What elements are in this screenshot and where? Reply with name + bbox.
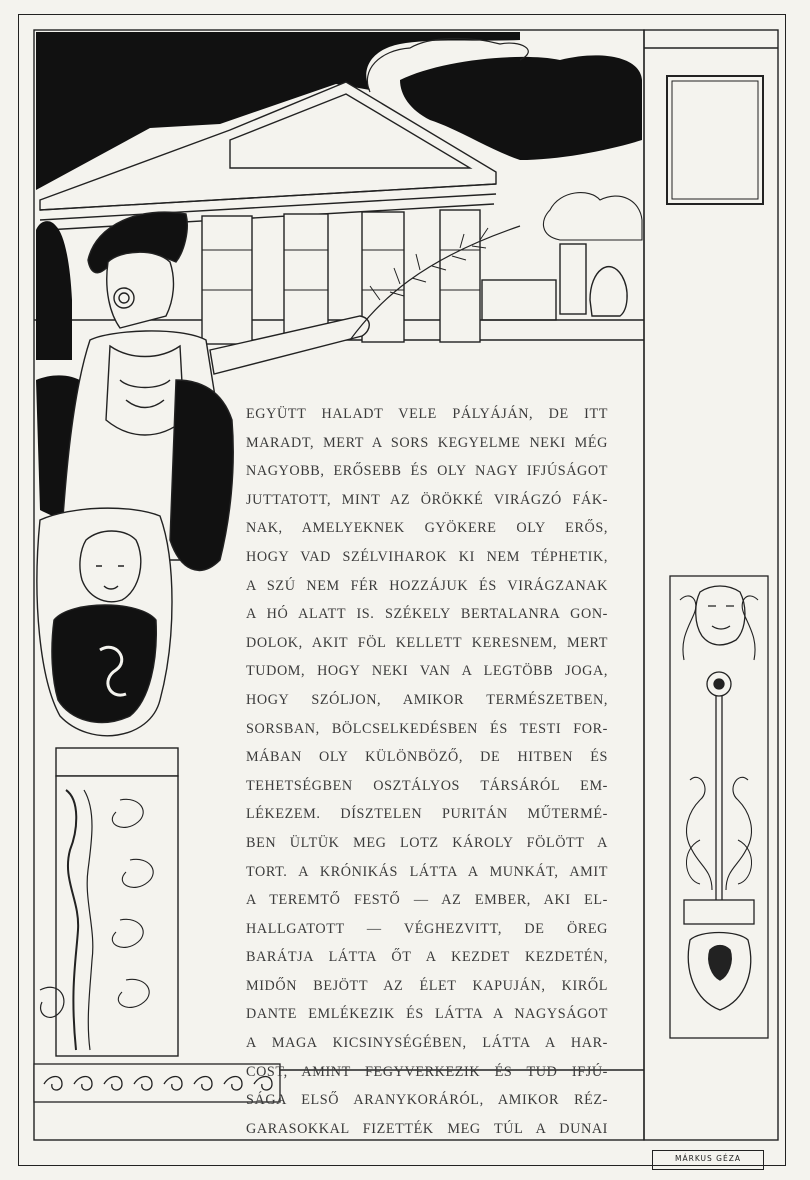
text-line: A SZÚ NEM FÉR HOZZÁJUK ÉS VIRÁGZANAK	[246, 577, 608, 594]
dark-trees	[36, 221, 72, 360]
text-line: A TEREMTŐ FESTŐ — AZ EMBER, AKI EL-	[246, 892, 608, 909]
text-line: HALLGATOTT — VÉGHEZVITT, DE ÖREG	[246, 920, 608, 937]
text-line: MARADT, MERT A SORS KEGYELME NEKI MÉG	[246, 434, 608, 451]
text-line: BEN ÜLTÜK MEG LOTZ KÁROLY FÖLÖTT A	[246, 834, 608, 851]
text-line: MIDŐN BEJÖTT AZ ÉLET KAPUJÁN, KIRŐL	[246, 977, 608, 994]
text-line: GARASOKKAL FIZETTÉK MEG TÚL A DUNAI	[246, 1120, 608, 1137]
text-line: NAK, AMELYEKNEK GYÖKERE OLY ERŐS,	[246, 520, 608, 537]
text-line: EGYÜTT HALADT VELE PÁLYÁJÁN, DE ITT	[246, 406, 608, 422]
text-line: BARÁTJA LÁTTA ŐT A KEZDET KEZDETÉN,	[246, 949, 608, 966]
text-line: SORSBAN, BÖLCSELKEDÉSBEN ÉS TESTI FOR-	[246, 720, 608, 737]
main-text-block	[246, 400, 608, 1143]
text-line: A MAGA KICSINYSÉGÉBEN, LÁTTA A HAR-	[246, 1035, 608, 1052]
text-line: TORT. A KRÓNIKÁS LÁTTA A MUNKÁT, AMIT	[246, 863, 608, 880]
right-ornament-panel	[670, 576, 768, 1038]
artist-signature: MÁRKUS GÉZA	[652, 1150, 764, 1170]
right-top-panel	[667, 76, 763, 204]
text-line: JUTTATOTT, MINT AZ ÖRÖKKÉ VIRÁGZÓ FÁK-	[246, 491, 608, 508]
text-line: HOGY SZÓLJON, AMIKOR TERMÉSZETBEN,	[246, 691, 608, 708]
meander-border	[34, 1064, 280, 1102]
text-line: DOLOK, AKIT FÖL KELLETT KERESNEM, MERT	[246, 634, 608, 651]
text-line: SÁGA ELSŐ ARANYKORÁRÓL, AMIKOR RÉZ-	[246, 1092, 608, 1109]
text-line: COST, AMINT FEGYVERKEZIK ÉS TUD IFJÚ-	[246, 1063, 608, 1080]
text-line: HOGY VAD SZÉLVIHAROK KI NEM TÉPHETIK,	[246, 548, 608, 565]
text-line: TEHETSÉGBEN OSZTÁLYOS TÁRSÁRÓL EM-	[246, 777, 608, 794]
text-line: TUDOM, HOGY NEKI VAN A LEGTÖBB JOGA,	[246, 663, 608, 680]
text-line: NAGYOBB, ERŐSEBB ÉS OLY NAGY IFJÚSÁGOT	[246, 463, 608, 480]
text-line: DANTE EMLÉKEZIK ÉS LÁTTA A NAGYSÁGOT	[246, 1006, 608, 1023]
text-line: MÁBAN OLY KÜLÖNBÖZŐ, DE HITBEN ÉS	[246, 749, 608, 766]
text-line: LÉKEZEM. DÍSZTELEN PURITÁN MŰTERMÉ-	[246, 806, 608, 823]
text-line: A HÓ ALATT IS. SZÉKELY BERTALANRA GON-	[246, 606, 608, 623]
